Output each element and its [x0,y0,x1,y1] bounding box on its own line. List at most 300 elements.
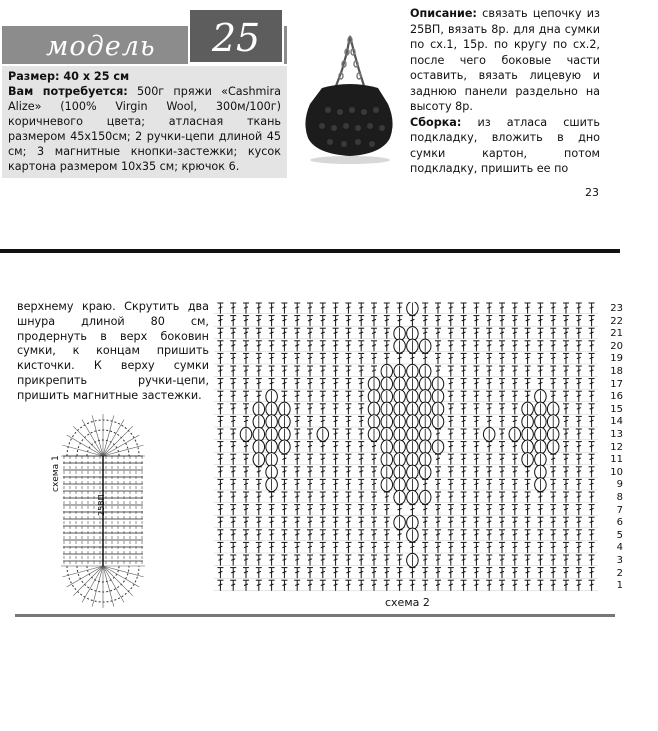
dc-stitch [499,429,505,440]
dc-stitch [358,391,364,402]
dc-stitch [281,568,287,579]
dc-stitch [230,316,236,327]
dc-stitch [230,328,236,339]
dc-stitch [589,429,595,440]
row-number: 12 [610,441,623,453]
dc-stitch [435,328,441,339]
dc-stitch [230,568,236,579]
scheme1-ray [62,566,103,577]
dc-stitch [320,391,326,402]
dc-stitch [563,328,569,339]
model-number-box [188,8,284,64]
dc-stitch [435,366,441,377]
dc-stitch [525,467,531,478]
dc-stitch [243,353,249,364]
dc-stitch [525,568,531,579]
dc-stitch [461,404,467,415]
dc-stitch [448,492,454,503]
dc-stitch [563,555,569,566]
dc-stitch [550,580,556,591]
row-number: 7 [616,504,623,516]
dc-stitch [358,341,364,352]
dc-stitch [576,353,582,364]
dc-stitch [333,379,339,390]
dc-stitch [333,391,339,402]
dc-stitch [563,303,569,314]
dc-stitch [563,429,569,440]
dc-stitch [384,542,390,553]
dc-stitch [550,303,556,314]
dc-stitch [486,416,492,427]
dc-stitch [576,303,582,314]
dc-stitch [345,454,351,465]
dc-stitch [256,542,262,553]
dc-stitch [333,303,339,314]
dc-stitch [384,353,390,364]
dc-stitch [294,303,300,314]
dc-stitch [333,316,339,327]
dc-stitch [217,416,223,427]
dc-stitch [473,442,479,453]
dc-stitch [345,442,351,453]
dc-stitch [230,341,236,352]
dc-stitch [307,328,313,339]
dc-stitch [217,429,223,440]
dc-stitch [512,442,518,453]
dc-stitch [397,303,403,314]
dc-stitch [281,517,287,528]
dc-stitch [576,391,582,402]
dc-stitch [243,505,249,516]
dc-stitch [345,416,351,427]
dc-stitch [243,316,249,327]
dc-stitch [243,442,249,453]
dc-stitch [333,580,339,591]
dc-stitch [333,366,339,377]
dc-stitch [473,429,479,440]
dc-stitch [537,379,543,390]
dc-stitch [435,303,441,314]
dc-stitch [499,454,505,465]
dc-stitch [499,467,505,478]
dc-stitch [320,379,326,390]
materials-label: Вам потребуется: [8,85,128,98]
dc-stitch [217,303,223,314]
dc-stitch [486,454,492,465]
row-number: 9 [616,479,623,491]
dc-stitch [537,542,543,553]
dc-stitch [448,530,454,541]
scheme1-ray [92,566,103,607]
dc-stitch [473,404,479,415]
chain-label: 25ВП [97,494,106,516]
dc-stitch [217,454,223,465]
dc-stitch [550,316,556,327]
dc-stitch [550,505,556,516]
dc-stitch [294,505,300,516]
dc-stitch [576,555,582,566]
dc-stitch [281,530,287,541]
dc-stitch [333,542,339,553]
dc-stitch [217,580,223,591]
dc-stitch [461,328,467,339]
row-number: 23 [610,303,623,314]
dc-stitch [435,316,441,327]
dc-stitch [589,328,595,339]
dc-stitch [281,391,287,402]
dc-stitch [525,517,531,528]
dc-stitch [269,505,275,516]
scheme1-ray [103,445,144,456]
dc-stitch [230,366,236,377]
dc-stitch [269,568,275,579]
dc-stitch [473,517,479,528]
dc-stitch [217,505,223,516]
scheme1-ray [103,566,114,607]
dc-stitch [589,530,595,541]
dc-stitch [358,454,364,465]
dc-stitch [256,316,262,327]
dc-stitch [499,404,505,415]
dc-stitch [345,517,351,528]
dc-stitch [435,341,441,352]
dc-stitch [256,366,262,377]
dc-stitch [589,492,595,503]
dc-stitch [461,379,467,390]
dc-stitch [397,568,403,579]
dc-stitch [320,467,326,478]
dc-stitch [307,479,313,490]
dc-stitch [409,542,415,553]
dc-stitch [371,303,377,314]
dc-stitch [473,467,479,478]
dc-stitch [461,568,467,579]
dc-stitch [461,366,467,377]
dc-stitch [371,530,377,541]
dc-stitch [435,454,441,465]
dc-stitch [461,530,467,541]
dc-stitch [512,467,518,478]
dc-stitch [486,467,492,478]
dc-stitch [589,404,595,415]
row-number: 1 [616,580,623,592]
dc-stitch [397,530,403,541]
dc-stitch [307,580,313,591]
bag-photo [292,30,404,180]
dc-stitch [371,505,377,516]
dc-stitch [230,404,236,415]
dc-stitch [448,555,454,566]
dc-stitch [320,328,326,339]
dc-stitch [217,353,223,364]
dc-stitch [537,517,543,528]
dc-stitch [256,492,262,503]
dc-stitch [525,479,531,490]
dc-stitch [448,416,454,427]
dc-stitch [294,442,300,453]
dc-stitch [345,328,351,339]
dc-stitch [563,416,569,427]
dc-stitch [512,404,518,415]
dc-stitch [435,555,441,566]
dc-stitch [499,328,505,339]
dc-stitch [281,341,287,352]
row-number: 6 [616,517,623,529]
dc-stitch [307,568,313,579]
dc-stitch [512,530,518,541]
dc-stitch [525,505,531,516]
dc-stitch [422,328,428,339]
dc-stitch [281,479,287,490]
dc-stitch [499,416,505,427]
dc-stitch [512,328,518,339]
row-number: 13 [610,429,623,440]
dc-stitch [512,492,518,503]
dc-stitch [307,542,313,553]
dc-stitch [371,442,377,453]
dc-stitch [473,316,479,327]
dc-stitch [448,542,454,553]
dc-stitch [333,353,339,364]
dc-stitch [230,580,236,591]
dc-stitch [499,580,505,591]
dc-stitch [550,379,556,390]
dc-stitch [576,479,582,490]
dc-stitch [243,454,249,465]
dc-stitch [307,316,313,327]
dc-stitch [243,366,249,377]
dc-stitch [345,530,351,541]
dc-stitch [371,568,377,579]
dc-stitch [371,542,377,553]
dc-stitch [461,341,467,352]
dc-stitch [576,492,582,503]
dc-stitch [307,517,313,528]
dc-stitch [294,530,300,541]
dc-stitch [269,517,275,528]
dc-stitch [486,517,492,528]
dc-stitch [512,505,518,516]
description-block [410,6,600,177]
dc-stitch [358,303,364,314]
dc-stitch [550,328,556,339]
dc-stitch [269,353,275,364]
dc-stitch [448,429,454,440]
dc-stitch [230,505,236,516]
dc-stitch [281,580,287,591]
dc-stitch [294,391,300,402]
dc-stitch [576,517,582,528]
dc-stitch [563,379,569,390]
dc-stitch [397,580,403,591]
dc-stitch [333,568,339,579]
dc-stitch [358,404,364,415]
dc-stitch [525,366,531,377]
dc-stitch [294,379,300,390]
dc-stitch [358,467,364,478]
dc-stitch [281,505,287,516]
dc-stitch [333,341,339,352]
dc-stitch [563,353,569,364]
dc-stitch [371,555,377,566]
dc-stitch [243,416,249,427]
dc-stitch [576,416,582,427]
dc-stitch [281,454,287,465]
dc-stitch [217,316,223,327]
dc-stitch [256,391,262,402]
dc-stitch [294,416,300,427]
dc-stitch [358,479,364,490]
dc-stitch [512,303,518,314]
dc-stitch [422,316,428,327]
dc-stitch [358,328,364,339]
dc-stitch [461,316,467,327]
dc-stitch [345,568,351,579]
dc-stitch [525,555,531,566]
dc-stitch [345,505,351,516]
dc-stitch [448,404,454,415]
row-number: 4 [616,542,623,554]
dc-stitch [435,353,441,364]
dc-stitch [243,492,249,503]
dc-stitch [217,366,223,377]
dc-stitch [371,353,377,364]
dc-stitch [486,391,492,402]
dc-stitch [281,542,287,553]
dc-stitch [563,505,569,516]
dc-stitch [473,530,479,541]
dc-stitch [384,505,390,516]
dc-stitch [448,479,454,490]
dc-stitch [345,467,351,478]
dc-stitch [307,391,313,402]
dc-stitch [550,454,556,465]
dc-stitch [256,555,262,566]
dc-stitch [230,442,236,453]
dc-stitch [550,391,556,402]
dc-stitch [409,316,415,327]
dc-stitch [435,467,441,478]
dc-stitch [371,479,377,490]
dc-stitch [243,341,249,352]
dc-stitch [371,467,377,478]
dc-stitch [358,379,364,390]
dc-stitch [550,542,556,553]
dc-stitch [589,454,595,465]
dc-stitch [448,580,454,591]
dc-stitch [537,530,543,541]
page-number: 23 [585,186,599,199]
dc-stitch [269,379,275,390]
dc-stitch [537,341,543,352]
dc-stitch [525,316,531,327]
dc-stitch [589,303,595,314]
dc-stitch [358,530,364,541]
dc-stitch [448,353,454,364]
dc-stitch [294,316,300,327]
dc-stitch [563,542,569,553]
dc-stitch [256,479,262,490]
dc-stitch [448,316,454,327]
dc-stitch [217,555,223,566]
scheme2-chart [214,302,598,594]
dc-stitch [563,454,569,465]
dc-stitch [448,517,454,528]
dc-stitch [243,467,249,478]
dc-stitch [576,580,582,591]
dc-stitch [256,467,262,478]
dc-stitch [525,303,531,314]
dc-stitch [576,328,582,339]
materials-text: 500г пряжи «Cashmira Alize» (100% Virgin Wool, 300м/100г) коричневого цвета; атласная ткань размером 45х150см; 2 ручки-цепи длиной 45 см; 3 магнитные кнопки-застежки; кусок картона размером 10х35 см; крючок 6. [8,85,281,173]
dc-stitch [409,353,415,364]
dc-stitch [473,542,479,553]
dc-stitch [486,479,492,490]
row-number: 8 [616,492,623,503]
dc-stitch [473,454,479,465]
dc-stitch [486,505,492,516]
dc-stitch [589,580,595,591]
dc-stitch [333,555,339,566]
dc-stitch [576,442,582,453]
dc-stitch [320,442,326,453]
dc-stitch [230,391,236,402]
dc-stitch [473,580,479,591]
divider [0,249,620,253]
dc-stitch [499,379,505,390]
dc-stitch [345,316,351,327]
dc-stitch [499,492,505,503]
dc-stitch [281,316,287,327]
dc-stitch [448,454,454,465]
dc-stitch [256,328,262,339]
row-number: 19 [610,353,623,365]
dc-stitch [333,429,339,440]
dc-stitch [461,454,467,465]
dc-stitch [525,391,531,402]
dc-stitch [294,467,300,478]
dc-stitch [563,479,569,490]
dc-stitch [473,379,479,390]
dc-stitch [281,328,287,339]
dc-stitch [461,555,467,566]
materials-box [2,66,287,178]
dc-stitch [358,316,364,327]
dc-stitch [448,303,454,314]
dc-stitch [397,316,403,327]
dc-stitch [563,366,569,377]
dc-stitch [486,442,492,453]
dc-stitch [512,366,518,377]
dc-stitch [486,341,492,352]
dc-stitch [358,517,364,528]
model-banner [2,8,287,64]
dc-stitch [422,580,428,591]
dc-stitch [294,492,300,503]
dc-stitch [269,341,275,352]
dc-stitch [525,580,531,591]
dc-stitch [512,416,518,427]
dc-stitch [473,353,479,364]
dc-stitch [499,555,505,566]
dc-stitch [422,542,428,553]
dc-stitch [217,442,223,453]
dc-stitch [256,341,262,352]
dc-stitch [281,467,287,478]
dc-stitch [537,328,543,339]
dc-stitch [576,404,582,415]
row-number: 3 [616,555,623,566]
